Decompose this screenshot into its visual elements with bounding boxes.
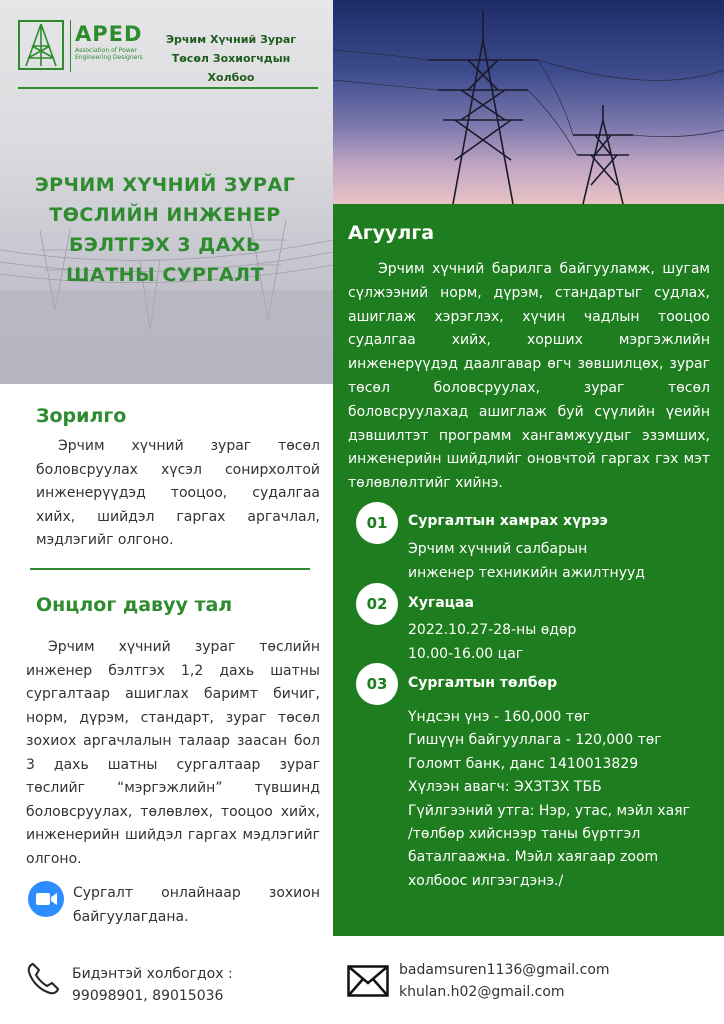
advantage-heading: Онцлог давуу тал — [36, 594, 233, 616]
goal-text: Эрчим хүчний зураг төсөл боловсруулах хүсэл сонирхолтой инженерүүдэд тооцоо, судалгаа хийх, шийдэл гаргах аргачлал, мэдлэгийг олгоно. — [36, 438, 320, 548]
contact-phones[interactable]: 99098901, 89015036 — [72, 988, 224, 1004]
organization-name: Эрчим Хүчний Зураг Төсөл Зохиогчдын Холбоо — [165, 33, 297, 84]
online-note: Сургалт онлайнаар зохион байгуулагдана. — [73, 885, 320, 925]
header-divider — [18, 87, 318, 89]
transmission-tower-icon — [333, 0, 724, 204]
section-divider — [30, 568, 310, 570]
item-heading-duration: Хугацаа — [408, 595, 474, 611]
item-text-duration: 2022.10.27-28-ны өдөр 10.00-16.00 цаг — [408, 622, 577, 662]
mail-icon — [347, 965, 389, 997]
logo-text: APED — [75, 22, 143, 46]
zoom-icon — [28, 881, 64, 917]
page-title: ЭРЧИМ ХҮЧНИЙ ЗУРАГ ТӨСЛИЙН ИНЖЕНЕР БЭЛТГЭХ 3 ДАХЬ ШАТНЫ СУРГАЛТ — [34, 174, 296, 286]
item-number-01: 01 — [356, 502, 398, 544]
content-text: Эрчим хүчний барилга байгууламж, шугам сүлжээний норм, дүрэм, стандартыг судлах, ашиглаж хэрэглэх, хүчин чадлын тооцоо судалгаа хийх, хорших мэргэжлийн инженерүүдэд даалгавар өгч зөвшилцөх, зураг төсөл боловсруулах, зураг төсөл боловсруулахад ашиглаж буй сүүлийн үеийн дэвшилтэт программ хангамжуудыг эзэмших, инженерийн шийдлийг оновчтой гаргах гэх мэт төлөвлөлтийг хийнэ. — [348, 261, 710, 492]
logo-subtitle: Association of Power Engineering Designers — [75, 47, 143, 61]
item-heading-scope: Сургалтын хамрах хүрээ — [408, 513, 608, 529]
contact-info — [72, 963, 233, 1007]
email-list — [399, 959, 610, 1003]
item-text-fee: Үндсэн үнэ - 160,000 төг Гишүүн байгууллага - 120,000 төг Голомт банк, данс 1410013829 Хүлээн авагч: ЭХЗТЗХ ТББ Гүйлгээний утга: Нэр, утас, мэйл хаяг /төлбөр хийснээр таны бүртгэл баталгаажна. Мэйл хаягаар zoom холбоос илгээгдэнэ./ — [408, 709, 690, 889]
aped-logo-icon — [18, 20, 64, 70]
email-link[interactable]: badamsuren1136@gmail.com — [399, 962, 610, 978]
contact-label: Бидэнтэй холбогдох : — [72, 966, 233, 982]
item-number-02: 02 — [356, 583, 398, 625]
item-heading-fee: Сургалтын төлбөр — [408, 675, 558, 691]
phone-icon — [24, 960, 62, 998]
goal-heading: Зорилго — [36, 405, 127, 427]
logo-divider — [70, 20, 71, 72]
content-heading: Агуулга — [348, 222, 435, 244]
item-text-scope: Эрчим хүчний салбарын инженер техникийн ажилтнууд — [408, 541, 645, 581]
email-link[interactable]: khulan.h02@gmail.com — [399, 984, 565, 1000]
item-number-03: 03 — [356, 663, 398, 705]
power-tower-photo — [333, 0, 724, 204]
advantage-text: Эрчим хүчний зураг төслийн инженер бэлтгэх 1,2 дахь шатны сургалтаар ашиглах баримт бичиг, норм, дүрэм, стандарт, зураг төсөл зохиох аргачлалын талаар заасан бол 3 дахь шатны сургалтаар зураг төслийг “мэргэжлийн” түвшинд боловсруулах, төлөвлөх, тооцоо хийх, инженерийн шийдэл гаргах мэдлэгийг олгоно. — [26, 639, 320, 867]
